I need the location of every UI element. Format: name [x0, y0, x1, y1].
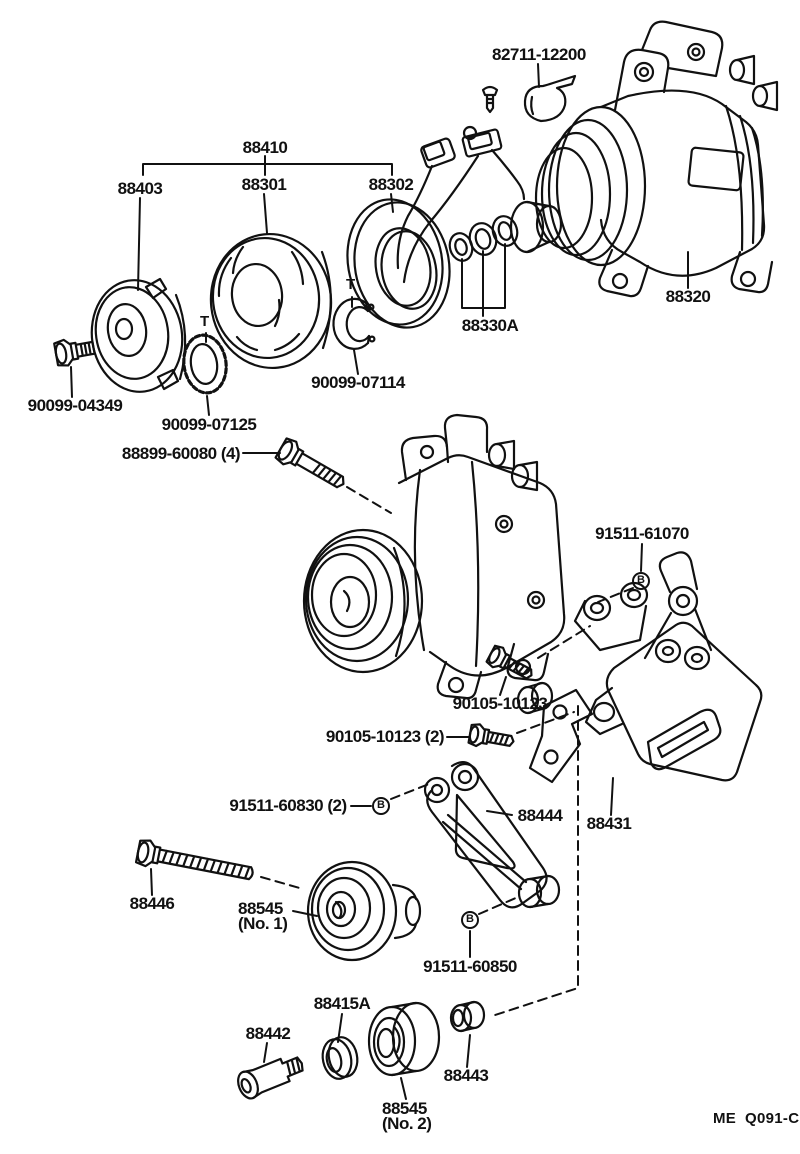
bolt-ref-symbol-91511-60850: B — [461, 911, 479, 929]
part-label-91511-60850: 91511-60850 — [423, 957, 517, 976]
compressor-assembly-drawing — [304, 415, 564, 698]
part-label-90105-10123: 90105-10123 — [452, 694, 548, 713]
part-label-90099-04349: 90099-04349 — [27, 396, 123, 415]
washer-88415A-drawing — [319, 1035, 361, 1082]
part-label-88545-no1-main: 88545 — [238, 899, 283, 918]
bolt-ref-symbol-91511-61070: B — [632, 572, 650, 590]
bolt-ref-symbol-91511-60830: B — [372, 797, 390, 815]
cable-tie-82711-drawing — [525, 76, 575, 121]
part-label-91511-61070: 91511-61070 — [595, 524, 689, 543]
part-label-91511-60830-2: 91511-60830 (2) — [229, 796, 347, 815]
bolt-88442-drawing — [234, 1050, 307, 1101]
part-label-88545-no1-sub: (No. 1) — [238, 914, 288, 933]
pulley-88545-no1-drawing — [308, 862, 420, 960]
part-label-88444: 88444 — [517, 806, 563, 825]
roller-88545-no2-drawing — [369, 1003, 439, 1075]
part-label-88545-no2 — [382, 1101, 431, 1131]
part-label-90099-07125: 90099-07125 — [161, 415, 257, 434]
part-label-88320: 88320 — [665, 287, 711, 306]
thrust-mark-07114: T — [346, 276, 356, 293]
part-label-90105-10123-2: 90105-10123 (2) — [325, 727, 445, 746]
part-label-88446: 88446 — [129, 894, 175, 913]
part-label-90099-07114: 90099-07114 — [311, 373, 405, 392]
figure-code: ME Q091-C — [713, 1110, 800, 1127]
screw-drawing — [483, 87, 497, 112]
bracket-88444-drawing — [425, 762, 559, 907]
part-label-88442: 88442 — [245, 1024, 291, 1043]
leader-lines — [71, 64, 688, 1099]
part-label-88403: 88403 — [117, 179, 163, 198]
clutch-hub-88403-drawing — [85, 274, 190, 397]
pulley-88301-drawing — [204, 228, 337, 374]
bolt-90099-04349-drawing — [54, 335, 96, 367]
part-label-88443: 88443 — [443, 1066, 489, 1085]
part-label-88301: 88301 — [241, 175, 287, 194]
part-label-88302: 88302 — [368, 175, 414, 194]
bolt-90105-10123-2-drawing — [468, 723, 515, 752]
part-label-88899-60080: 88899-60080 (4) — [121, 444, 241, 463]
part-label-88415A: 88415A — [313, 994, 371, 1013]
part-label-88330A: 88330A — [461, 316, 519, 335]
collar-88443-drawing — [451, 1002, 484, 1031]
part-label-88545-no1 — [238, 901, 287, 931]
part-label-88410: 88410 — [242, 138, 288, 157]
part-label-88545-no2-sub: (No. 2) — [382, 1114, 432, 1133]
part-label-82711-12200: 82711-12200 — [492, 45, 586, 64]
part-label-88545-no2-main: 88545 — [382, 1099, 427, 1118]
thrust-mark-07125: T — [200, 313, 210, 330]
bolt-88899-60080-drawing — [275, 437, 350, 496]
bolt-88446-drawing — [136, 839, 255, 887]
part-label-88431: 88431 — [586, 814, 632, 833]
